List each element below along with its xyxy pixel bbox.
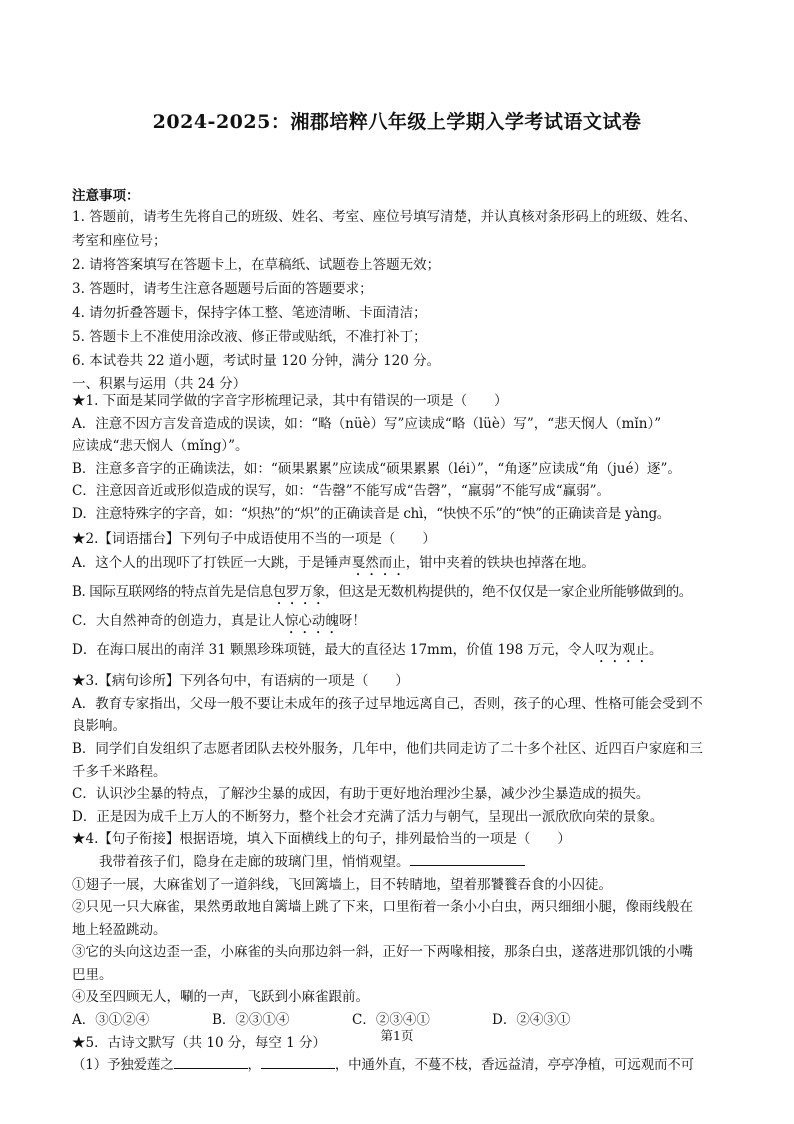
note-item: 4. 请勿折叠答题卡，保持字体工整、笔迹清晰、卡面清洁；: [72, 305, 427, 321]
notes-list: [72, 205, 732, 373]
question-1-stem: ★1. 下面是某同学做的字音字形梳理记录，其中有错误的一项是（ ）: [72, 393, 508, 409]
note-item: 5. 答题卡上不准使用涂改液、修正带或贴纸，不准打补丁；: [72, 329, 427, 345]
note-item: 考室和座位号；: [72, 233, 167, 249]
question-5-stem: ★5．古诗文默写（共 10 分，每空 1 分）: [72, 1034, 327, 1051]
question-1-option-a-cont: 应读成“悲天悯人（mǐng）”。: [72, 438, 249, 455]
question-4-sentence-4: ④及至四顾无人，唰的一声，飞跃到小麻雀跟前。: [72, 989, 369, 1006]
question-3-option-c: C．认识沙尘暴的特点，了解沙尘暴的成因，有助于更好地治理沙尘暴，减少沙尘暴造成的损失。: [72, 786, 650, 803]
question-2-option-a: A．这个人的出现吓了打铁匠一大跳，于是锤声戛然而止，钳中夹着的铁块也掉落在地。: [72, 555, 595, 572]
note-item: 3. 答题时，请考生注意各题题号后面的答题要求；: [72, 281, 373, 297]
question-5-line-1: （1）予独爱莲之 ， ，中通外直，不蔓不枝，香远益清，亭亭净植，可远观而不可: [72, 1054, 732, 1077]
question-4-option[interactable]: A．③①②④: [72, 1012, 150, 1029]
question-4-sentence-2-cont: 地上轻盈跳动。: [72, 921, 167, 938]
question-4-option[interactable]: B．②③①④: [212, 1012, 290, 1029]
question-2-option-b: B. 国际互联网络的特点首先是信息包罗万象，但这是无数机构提供的，绝不仅仅是一家企业所能够做到的。: [72, 584, 692, 601]
notes-heading: 注意事项：: [72, 188, 140, 204]
section-heading: 一、积累与运用（共 24 分）: [72, 376, 247, 392]
idiom-emphasis: 戛然而止: [351, 555, 406, 572]
question-3-stem: ★3.【病句诊所】下列各句中，有语病的一项是（ ）: [72, 673, 409, 690]
answer-blank[interactable]: [174, 1054, 248, 1069]
question-4-stem: ★4.【句子衔接】根据语境，填入下面横线上的句子，排列最恰当的一项是（ ）: [72, 831, 571, 848]
question-1-option-c: C．注意因音近或形似造成的误写，如：“告罄”不能写成“告磬”，“羸弱”不能写成“赢弱”。: [72, 483, 611, 500]
question-2-option-d: D．在海口展出的南洋 31 颗黑珍珠项链，最大的直径达 17mm，价值 198 万元，令人叹为观止。: [72, 642, 663, 659]
question-1-option-d: D．注意特殊字的字音，如：“炽热”的“炽”的正确读音是 chì，“快怏不乐”的“怏”的正确读音是 yàng。: [72, 505, 671, 522]
exam-title: 2024-2025：湘郡培粹八年级上学期入学考试语文试卷: [152, 111, 642, 133]
question-4-sentence-2: ②只见一只大麻雀，果然勇敢地自篱墙上跳了下来，口里衔着一条小小白虫，两只细细小腿，像雨线般在: [72, 899, 693, 916]
question-3-option-a: A．教育专家指出，父母一般不要让未成年的孩子过早地远离自己，否则，孩子的心理、性格可能会受到不: [72, 695, 703, 712]
question-3-option-a-cont: 良影响。: [72, 718, 126, 735]
section-body: [72, 390, 732, 1077]
question-2-stem: ★2.【词语擂台】下列句子中成语使用不当的一项是（ ）: [72, 530, 436, 547]
question-1-option-b: B．注意多音字的正确读法，如：“硕果累累”应读成“硕果累累（léi）”，“角逐”应读成“角（jué）逐”。: [72, 460, 681, 477]
question-1-option-a: A．注意不因方言发音造成的误读，如：“略（nüè）写”应读成“略（lüè）写”，“悲天悯人（mǐn）”: [72, 415, 662, 432]
question-2-option-c: C．大自然神奇的创造力，真是让人惊心动魄呀！: [72, 613, 366, 630]
question-3-option-d: D．正是因为成千上万人的不断努力，整个社会才充满了活力与朝气，呈现出一派欣欣向荣的景象。: [72, 808, 664, 825]
question-3-option-b-cont: 千多千米路程。: [72, 763, 167, 780]
idiom-emphasis: 惊心动魄: [284, 613, 339, 630]
question-4-lead: 我带着孩子们，隐身在走廊的玻璃门里，悄悄观望。: [72, 851, 732, 874]
question-3-option-b: B．同学们自发组织了志愿者团队去校外服务，几年中，他们共同走访了二十多个社区、近四百户家庭和三: [72, 740, 703, 757]
question-4-sentence-3-cont: 巴里。: [72, 966, 113, 983]
note-item: 1. 答题前，请考生先将自己的班级、姓名、考室、座位号填写清楚，并认真核对条形码上的班级、姓名、: [72, 209, 697, 225]
answer-blank[interactable]: [261, 1054, 335, 1069]
question-4-sentence-1: ①翅子一展，大麻雀划了一道斜线，飞回篱墙上，目不转睛地，望着那饕餮吞食的小囚徒。: [72, 876, 612, 893]
note-item: 6. 本试卷共 22 道小题，考试时量 120 分钟，满分 120 分。: [72, 353, 441, 369]
idiom-emphasis: 包罗万象: [272, 584, 326, 601]
page-number: 第1页: [380, 1028, 414, 1043]
question-4-option[interactable]: D．②④③①: [492, 1012, 571, 1029]
idiom-emphasis: 叹为观止: [595, 642, 650, 659]
question-4-sentence-3: ③它的头向这边歪一歪，小麻雀的头向那边斜一斜，正好一下两喙相接，那条白虫，遂落进那饥饿的小嘴: [72, 944, 693, 961]
answer-blank[interactable]: [410, 851, 525, 866]
note-item: 2. 请将答案填写在答题卡上，在草稿纸、试题卷上答题无效；: [72, 257, 441, 273]
question-4-option[interactable]: C．②③④①: [352, 1012, 430, 1029]
